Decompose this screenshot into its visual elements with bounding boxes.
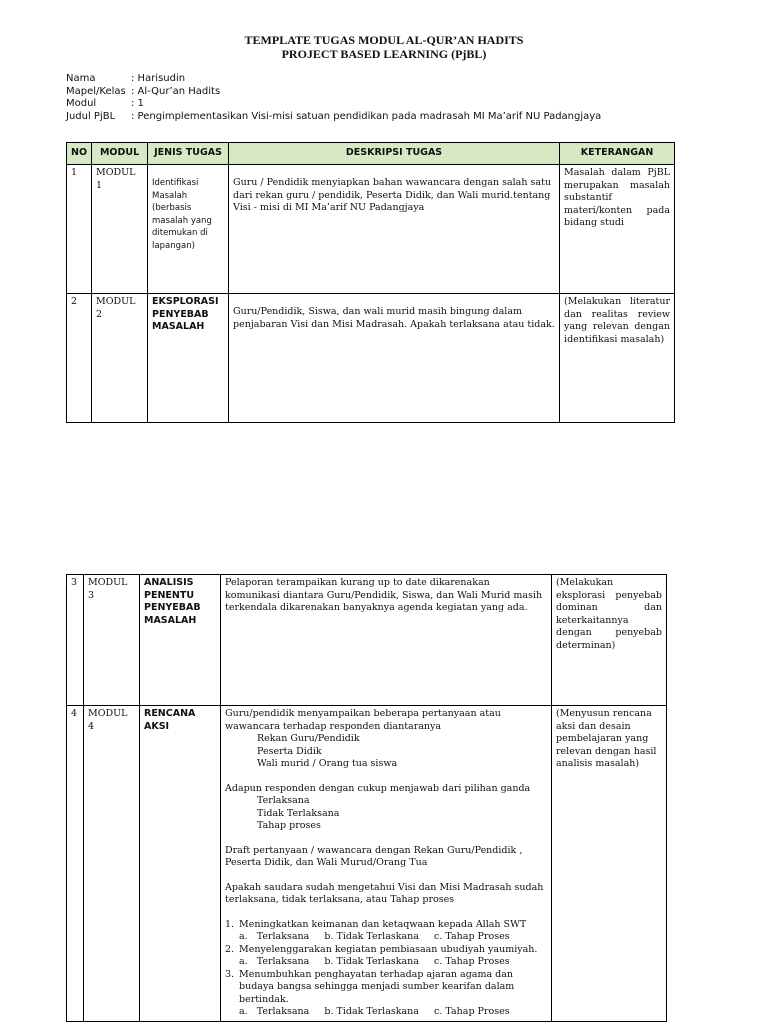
- identity-info: [66, 73, 601, 123]
- header-deskripsi-tugas: DESKRIPSI TUGAS: [229, 143, 560, 165]
- table-row: [67, 165, 675, 294]
- pilihan-item: Tidak Terlaksana: [257, 807, 340, 819]
- question-item: [225, 969, 547, 1007]
- question-number: 2.: [225, 943, 235, 955]
- cell-keterangan: (Melakukan eksplorasi penyebab dominan dan keterkaitannya dengan penyebab determinan): [552, 575, 667, 706]
- cell-keterangan: Masalah dalam PjBL merupakan masalah substantif materi/konten pada bidang studi: [560, 165, 675, 294]
- info-value: : Al-Qur’an Hadits: [131, 85, 221, 97]
- responden-item: Wali murid / Orang tua siswa: [257, 758, 398, 769]
- table-header-row: [67, 143, 675, 165]
- pilihan-item: Terlaksana: [257, 795, 310, 806]
- document-title-line1: TEMPLATE TUGAS MODUL AL-QUR’AN HADITS: [244, 33, 524, 47]
- cell-deskripsi: Pelaporan terampaikan kurang up to date dikarenakan komunikasi diantara Guru/Pendidik, Siswa, dan Wali Murid masih terkendala dikarenakan banyaknya agenda kegiatan yang ada.: [221, 575, 552, 706]
- header-keterangan: KETERANGAN: [560, 143, 675, 165]
- question-number: 3.: [225, 968, 235, 980]
- responden-item: Rekan Guru/Pendidik: [257, 733, 360, 744]
- info-label: Judul PjBL: [66, 110, 116, 122]
- cell-modul: MODUL 3: [84, 575, 140, 706]
- question-options: a. Terlaksana b. Tidak Terlaskana c. Tahap Proses: [239, 1006, 510, 1017]
- info-value: : Harisudin: [131, 73, 186, 84]
- question-item: [225, 944, 547, 957]
- question-number: 1.: [225, 918, 235, 930]
- table-row: [67, 575, 667, 706]
- desc-jawab: Adapun responden dengan cukup menjawab dari pilihan ganda: [225, 782, 531, 794]
- cell-keterangan: (Melakukan literatur dan realitas review yang relevan dengan identifikasi masalah): [560, 294, 675, 423]
- cell-jenis-tugas: ANALISIS PENENTU PENYEBAB MASALAH: [140, 575, 221, 706]
- question-text: Menyelenggarakan kegiatan pembiasaan ubudiyah yaumiyah.: [239, 943, 538, 955]
- cell-deskripsi: Guru/Pendidik, Siswa, dan wali murid masih bingung dalam penjabaran Visi dan Misi Madrasah. Apakah terlaksana atau tidak.: [229, 294, 560, 423]
- info-value: : Pengimplementasikan Visi-misi satuan pendidikan pada madrasah MI Ma’arif NU Padangjaya: [131, 110, 602, 122]
- cell-modul: MODUL 4: [84, 706, 140, 1022]
- cell-no: 1: [67, 165, 92, 294]
- task-table-part1: [66, 142, 675, 423]
- responden-item: Peserta Didik: [257, 745, 322, 757]
- desc-intro: Guru/pendidik menyampaikan beberapa pertanyaan atau wawancara terhadap responden diantaranya: [225, 708, 501, 732]
- document-title-line2: PROJECT BASED LEARNING (PjBL): [281, 47, 487, 61]
- info-row-nama: [66, 73, 601, 86]
- cell-jenis-tugas: EKSPLORASI PENYEBAB MASALAH: [148, 294, 229, 423]
- cell-modul: MODUL 2: [92, 294, 148, 423]
- question-item: [225, 919, 547, 932]
- header-no: NO: [67, 143, 92, 165]
- question-text: Meningkatkan keimanan dan ketaqwaan kepada Allah SWT: [239, 918, 527, 930]
- question-options: a. Terlaksana b. Tidak Terlaskana c. Tahap Proses: [239, 931, 510, 942]
- info-label: Mapel/Kelas: [66, 85, 126, 97]
- info-row-judul: [66, 111, 601, 124]
- table-row: [67, 706, 667, 1022]
- info-value: : 1: [131, 98, 144, 109]
- cell-jenis-tugas: RENCANA AKSI: [140, 706, 221, 1022]
- cell-jenis-tugas: Identifikasi Masalah (berbasis masalah yang ditemukan di lapangan): [148, 165, 229, 294]
- header-jenis-tugas: JENIS TUGAS: [148, 143, 229, 165]
- cell-no: 2: [67, 294, 92, 423]
- cell-no: 3: [67, 575, 84, 706]
- question-options: a. Terlaksana b. Tidak Terlaskana c. Tahap Proses: [239, 956, 510, 967]
- desc-draft: Draft pertanyaan / wawancara dengan Rekan Guru/Pendidik , Peserta Didik, dan Wali Murud/Orang Tua: [225, 844, 523, 868]
- info-row-modul: [66, 98, 601, 111]
- info-label: Nama: [66, 73, 96, 84]
- info-label: Modul: [66, 98, 97, 109]
- pilihan-item: Tahap proses: [257, 820, 321, 831]
- question-text: Menumbuhkan penghayatan terhadap ajaran agama dan budaya bangsa sehingga menjadi sumber kearifan dalam bertindak.: [239, 968, 515, 1005]
- cell-keterangan: (Menyusun rencana aksi dan desain pembelajaran yang relevan dengan hasil analisis masalah): [552, 706, 667, 1022]
- cell-deskripsi: Guru / Pendidik menyiapkan bahan wawancara dengan salah satu dari rekan guru / pendidik, Peserta Didik, dan Wali murid.tentang Visi - misi di MI Ma’arif NU Padangjaya: [229, 165, 560, 294]
- cell-modul: MODUL 1: [92, 165, 148, 294]
- cell-deskripsi: [221, 706, 552, 1022]
- cell-no: 4: [67, 706, 84, 1022]
- info-row-mapel: [66, 86, 601, 99]
- table-row: [67, 294, 675, 423]
- desc-tanya: Apakah saudara sudah mengetahui Visi dan Misi Madrasah sudah terlaksana, tidak terlaksana, atau Tahap proses: [225, 881, 544, 905]
- task-table-part2: [66, 574, 667, 1022]
- header-modul: MODUL: [92, 143, 148, 165]
